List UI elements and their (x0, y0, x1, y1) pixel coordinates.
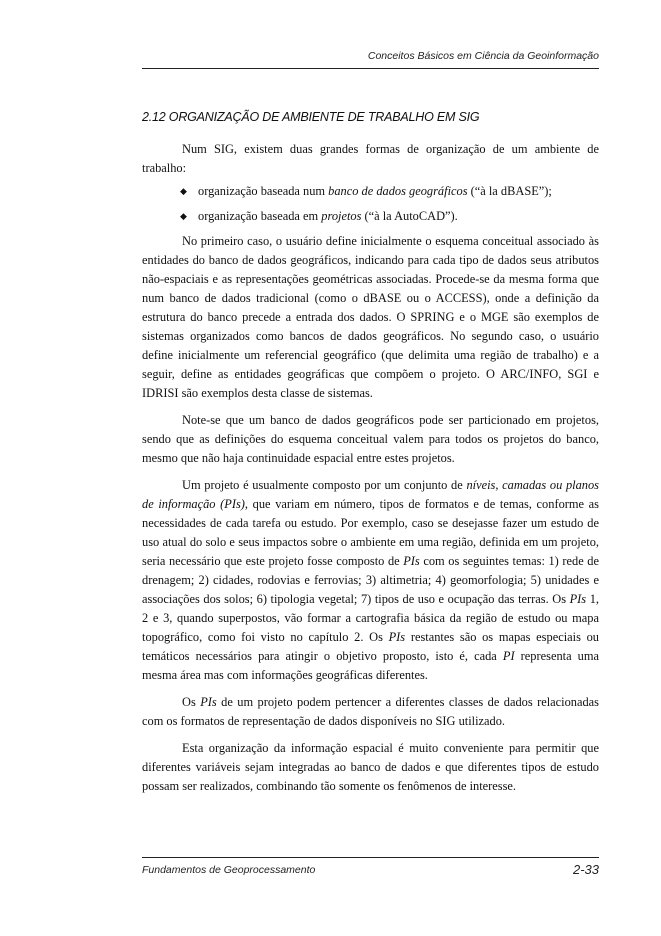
list-item (180, 207, 599, 226)
diamond-bullet-icon: ◆ (180, 186, 187, 196)
intro-paragraph: Num SIG, existem duas grandes formas de organização de um ambiente de trabalho: (142, 142, 599, 175)
emphasis-term: PIs (403, 554, 420, 568)
list-item-text-post: (“à la dBASE”); (467, 184, 552, 198)
list-item-emphasis: banco de dados geográficos (328, 184, 468, 198)
paragraph-pi-classes (142, 693, 599, 731)
text-segment: restantes são os mapas especiais ou temáticos necessários para atingir o objetivo proposto, isto é, cada (142, 630, 599, 663)
list-item-text-pre: organização baseada em (198, 209, 322, 223)
list-item (180, 182, 599, 201)
list-item-text-post: (“à la AutoCAD”). (361, 209, 458, 223)
footer-rule (142, 857, 599, 858)
text-segment: com os seguintes temas: 1) rede de drenagem; 2) cidades, rodovias e ferrovias; 3) altimetria; 4) geomorfologia; 5) unidades e associações dos solos; 6) tipologia vegetal; 7) tipos de uso e ocupação das terras. Os (142, 554, 599, 606)
page-number: 2-33 (572, 862, 599, 877)
paragraph-project-composition (142, 476, 599, 685)
header-rule (142, 68, 599, 69)
text-segment: , que variam em número, tipos de formatos e de temas, conforme as necessidades de cada tarefa ou estudo. Por exemplo, caso se desejasse fazer um estudo de uso atual do solo e seus impactos sobre o ambiente em uma região, definida em um projeto, seria necessário que este projeto fosse composto de (142, 497, 599, 568)
text-segment: Os (182, 695, 201, 709)
list-item-text-pre: organização baseada num (198, 184, 329, 198)
emphasis-term: níveis, camadas ou planos de informação (PIs) (142, 478, 599, 511)
footer-book-title: Fundamentos de Geoprocessamento (142, 864, 316, 876)
body-text (142, 140, 599, 804)
text-segment: Um projeto é usualmente composto por um conjunto de (182, 478, 467, 492)
bullet-list (142, 182, 599, 226)
paragraph-first-case: No primeiro caso, o usuário define inicialmente o esquema conceitual associado às entidades do banco de dados geográficos, indicando para cada tipo de dados seus atributos não-espaciais e as representações geométricas associadas. Procede-se da mesma forma que num banco de dados tradicional (como o dBASE ou o ACCESS), onde a definição da estrutura do banco precede a entrada dos dados. O SPRING e o MGE são exemplos de sistemas organizados como bancos de dados geográficos. No segundo caso, o usuário define inicialmente um referencial geográfico (que delimita uma região de trabalho) e a seguir, define as entidades geográficas que compõem o projeto. O ARC/INFO, SGI e IDRISI são exemplos desta classe de sistemas. (142, 234, 599, 400)
text-segment: de um projeto podem pertencer a diferentes classes de dados relacionadas com os formatos de representação de dados disponíveis no SIG utilizado. (142, 695, 599, 728)
emphasis-term: PI (502, 649, 515, 663)
emphasis-term: PIs (200, 695, 217, 709)
emphasis-term: PIs (569, 592, 587, 606)
running-header: Conceitos Básicos em Ciência da Geoinformação (367, 50, 599, 62)
paragraph-partitioning: Note-se que um banco de dados geográficos pode ser particionado em projetos, sendo que as definições do esquema conceitual valem para todos os projetos do banco, mesmo que não haja continuidade espacial entre estes projetos. (142, 413, 599, 465)
section-title: 2.12 ORGANIZAÇÃO DE AMBIENTE DE TRABALHO EM SIG (142, 110, 480, 124)
list-item-emphasis: projetos (321, 209, 362, 223)
text-segment: representa uma mesma área mas com informações geográficas diferentes. (142, 649, 600, 682)
text-segment: 1, 2 e 3, quando superpostos, vão formar a cartografia básica da região de estudo ou mapa topográfico, como foi visto no capítulo 2. Os (142, 592, 599, 644)
emphasis-term: PIs (388, 630, 406, 644)
paragraph-organization-benefit: Esta organização da informação espacial é muito conveniente para permitir que diferentes variáveis sejam integradas ao banco de dados e que diferentes tipos de estudo possam ser realizados, combinando tão somente os fenômenos de interesse. (142, 741, 599, 793)
diamond-bullet-icon: ◆ (180, 211, 187, 221)
